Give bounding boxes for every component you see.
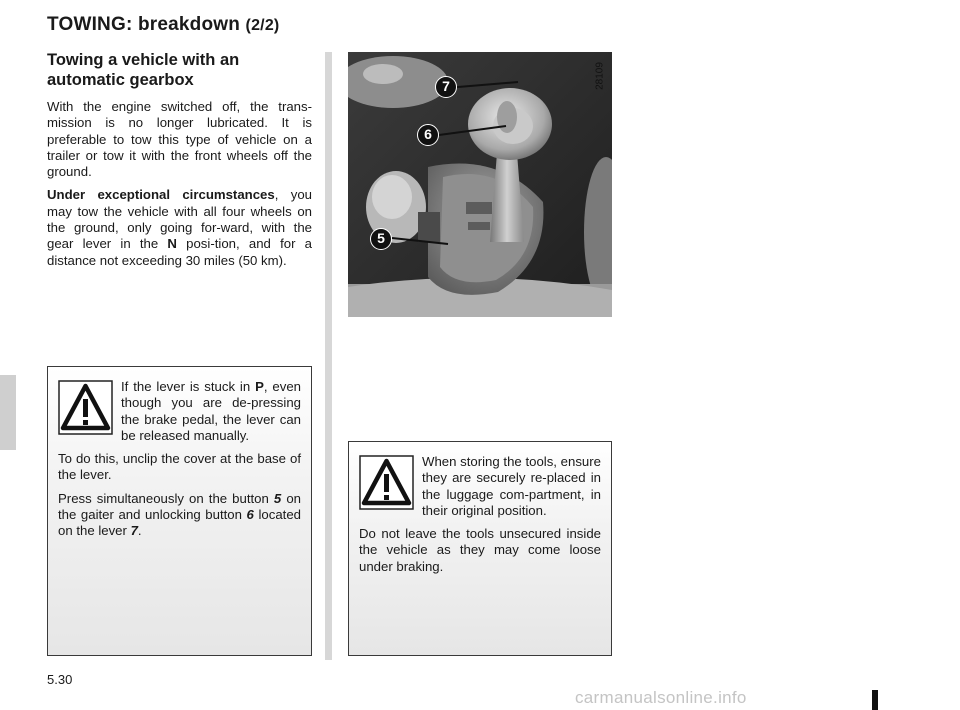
warning-box-lever (47, 366, 312, 656)
page-number: 5.30 (47, 672, 73, 687)
chapter-tab (0, 375, 16, 450)
warning-unsecured-tools: Do not leave the tools unsecured inside the vehicle as they may come loose under braking. (359, 526, 601, 574)
warning-unclip-cover: To do this, unclip the cover at the base of the lever. (58, 451, 301, 483)
lever-text-a: If the lever is stuck in (121, 379, 256, 394)
warning-press-buttons (58, 491, 301, 540)
button-5-ref: 5 (273, 490, 282, 506)
lever-7-ref: 7 (130, 523, 138, 539)
corner-mark (872, 690, 878, 710)
gear-n: N (167, 236, 177, 252)
callout-7 (435, 76, 457, 98)
page-title (47, 14, 279, 36)
press-text-c: located on the lever (58, 507, 301, 539)
button-6-ref: 6 (246, 507, 254, 523)
exceptional-text-a: , you may tow the vehicle with all four wheels on the ground, only going for-ward, with the gear lever in the (47, 187, 312, 252)
figure-reference (590, 58, 610, 94)
paragraph-exceptional (47, 187, 312, 268)
gear-p: P (255, 379, 264, 394)
exceptional-text-b: posi-tion, and for a distance not exceeding 30 miles (50 km). (47, 236, 312, 268)
callout-6-label: 6 (424, 126, 432, 142)
press-text-a: Press simultaneously on the button (58, 490, 274, 506)
page-title-text: TOWING: breakdown (47, 14, 241, 35)
section-heading: Towing a vehicle with an automatic gearbox (47, 51, 240, 89)
exceptional-strong: Under exceptional circumstances (47, 187, 275, 203)
press-text-d: . (137, 523, 142, 539)
warning-box-tools (348, 441, 612, 656)
press-text-b: on the gaiter and unlocking button (58, 490, 301, 523)
page-title-suffix: (2/2) (245, 17, 280, 34)
callout-5-label: 5 (377, 230, 385, 246)
figure-reference-code: 28109 (594, 62, 606, 90)
gear-lever-photo (348, 52, 612, 317)
gear-lever-illustration (348, 52, 612, 317)
lever-text-b: , even though you are de-pressing the brake pedal, the lever can be released manually. (121, 379, 301, 443)
callout-6 (417, 124, 439, 146)
callout-7-label: 7 (442, 78, 450, 94)
callout-5 (370, 228, 392, 250)
warning-store-tools: When storing the tools, ensure they are securely re-placed in the luggage com-partment, in their original position. (422, 454, 601, 518)
warning-triangle-icon (359, 455, 414, 510)
column-divider (325, 52, 332, 660)
text-column (47, 50, 312, 276)
warning-triangle-icon (58, 380, 113, 435)
watermark: carmanualsonline.info (575, 688, 747, 707)
paragraph-lubrication: With the engine switched off, the trans-mission is no longer lubricated. It is preferable to tow this type of vehicle on a trailer or tow it with the front wheels off the ground. (47, 99, 312, 180)
